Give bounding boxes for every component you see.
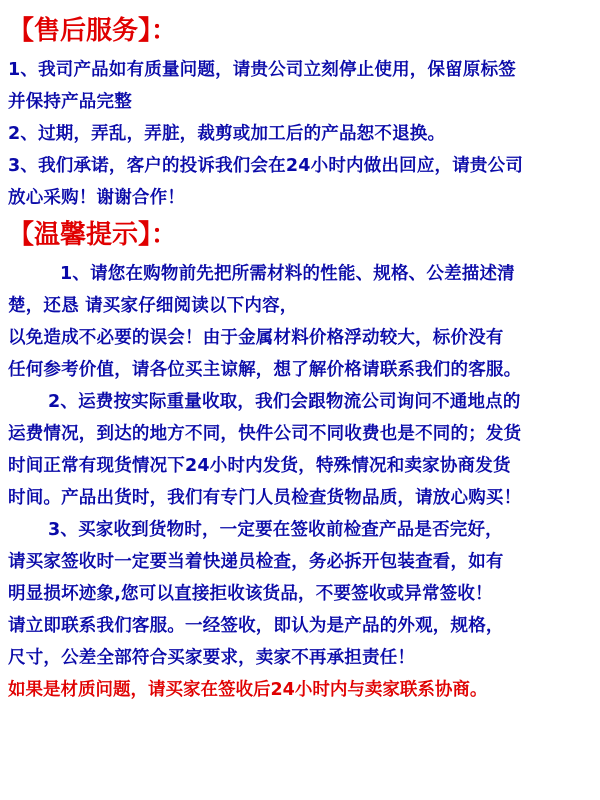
- tips-item-2-line-1: 2、运费按实际重量收取，我们会跟物流公司询问不通地点的: [48, 392, 521, 412]
- service-item-2-line-1: 2、过期，弄乱，弄脏，裁剪或加工后的产品恕不退换。: [8, 124, 446, 144]
- service-item-2: [8, 118, 590, 150]
- tips-item-2: [8, 386, 590, 514]
- service-item-3-line-2: 放心采购！谢谢合作！: [8, 188, 185, 208]
- service-item-3-line-1: 3、我们承诺，客户的投诉我们会在24小时内做出回应，请贵公司: [8, 156, 524, 176]
- tips-item-2-line-3: 时间正常有现货情况下24小时内发货，特殊情况和卖家协商发货: [8, 456, 511, 476]
- tips-item-2-line-2: 运费情况，到达的地方不同，快件公司不同收费也是不同的；发货: [8, 424, 522, 444]
- tips-item-3-line-1: 3、买家收到货物时，一定要在签收前检查产品是否完好，: [48, 520, 503, 540]
- tips-item-1-line-3: 以免造成不必要的误会！由于金属材料价格浮动较大，标价没有: [8, 328, 504, 348]
- tips-item-3-line-4: 请立即联系我们客服。一经签收，即认为是产品的外观，规格，: [8, 616, 504, 636]
- service-list: [8, 54, 590, 214]
- service-item-1-line-2: 并保持产品完整: [8, 92, 132, 112]
- tips-item-2-line-4: 时间。产品出货时，我们有专门人员检查货物品质，请放心购买！: [8, 488, 522, 508]
- tips-item-3-line-2: 请买家签收时一定要当着快递员检查，务必拆开包装查看，如有: [8, 552, 504, 572]
- tips-item-1-line-4: 任何参考价值，请各位买主谅解，想了解价格请联系我们的客服。: [8, 360, 522, 380]
- tips-list: [8, 258, 590, 706]
- tips-title: 【温馨提示】：: [8, 220, 178, 250]
- tips-item-1-line-2: 楚，还恳 请买家仔细阅读以下内容，: [8, 296, 298, 316]
- tips-item-1: [8, 258, 590, 386]
- service-title: 【售后服务】：: [8, 16, 178, 46]
- tips-item-3: [8, 514, 590, 674]
- material-issue-warning: 如果是材质问题，请买家在签收后24小时内与卖家联系协商。: [8, 680, 488, 700]
- service-item-1: [8, 54, 590, 118]
- tips-item-3-line-3: 明显损坏迹象,您可以直接拒收该货品，不要签收或异常签收！: [8, 584, 493, 604]
- service-item-1-line-1: 1、我司产品如有质量问题，请贵公司立刻停止使用，保留原标签: [8, 60, 516, 80]
- service-item-3: [8, 150, 590, 214]
- tips-item-3-line-5: 尺寸，公差全部符合买家要求，卖家不再承担责任！: [8, 648, 416, 668]
- tips-item-1-line-1: 1、请您在购物前先把所需材料的性能、规格、公差描述清: [60, 264, 515, 284]
